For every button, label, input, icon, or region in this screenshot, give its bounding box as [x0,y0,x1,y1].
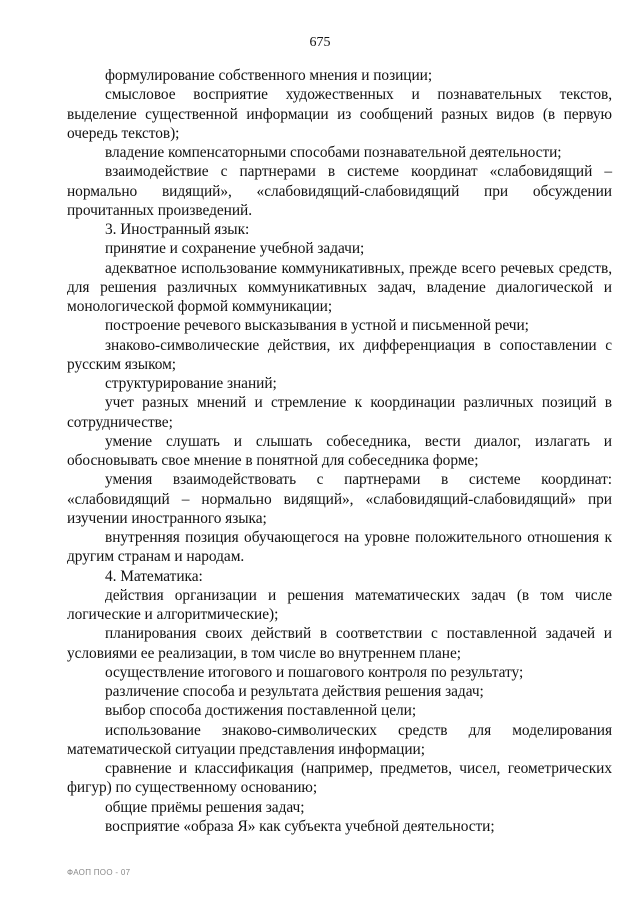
paragraph: сравнение и классификация (например, предметов, чисел, геометрических фигур) по существенному основанию; [67,760,612,797]
paragraph: формулирование собственного мнения и позиции; [105,67,433,84]
paragraph: внутренняя позиция обучающегося на уровне положительного отношения к другим странам и народам. [67,529,612,566]
paragraph: общие приёмы решения задач; [105,798,305,816]
paragraph: различение способа и результата действия решения задач; [105,683,484,700]
paragraph: смысловое восприятие художественных и познавательных текстов, выделение существенной информации из сообщений разных видов (в первую очередь текстов); [67,86,612,142]
footer-code: ФАОП ПОО - 07 [67,868,131,877]
paragraph: знаково-символические действия, их дифференциация в сопоставлении с русским языком; [67,336,612,373]
paragraph: учет разных мнений и стремление к координации различных позиций в сотрудничестве; [67,394,612,431]
section-heading: 3. Иностранный язык: [105,221,250,238]
page-number: 675 [309,35,331,50]
paragraph: построение речевого высказывания в устной и письменной речи; [105,317,529,335]
section-heading: 4. Математика: [105,567,203,585]
paragraph: адекватное использование коммуникативных, прежде всего речевых средств, для решения различных коммуникативных задач, владение диалогической и монологической формой коммуникации; [67,259,612,315]
paragraph: планирования своих действий в соответствии с поставленной задачей и условиями ее реализации, в том числе во внутреннем плане; [67,625,612,662]
paragraph: владение компенсаторными способами познавательной деятельности; [105,144,562,161]
paragraph: осуществление итогового и пошагового контроля по результату; [105,663,524,681]
paragraph: выбор способа достижения поставленной цели; [105,702,417,720]
paragraph: умение слушать и слышать собеседника, вести диалог, излагать и обосновывать свое мнение в понятной для собеседника форме; [67,432,612,469]
paragraph: умения взаимодействовать с партнерами в системе координат: «слабовидящий – нормально видящий», «слабовидящий-слабовидящий» при изучении иностранного языка; [67,471,612,527]
paragraph: использование знаково-символических средств для моделирования математической ситуации представления информации; [67,721,612,758]
paragraph: взаимодействие с партнерами в системе координат «слабовидящий – нормально видящий», «слабовидящий-слабовидящий при обсуждении прочитанных произведений. [67,163,612,219]
paragraph: восприятие «образа Я» как субъекта учебной деятельности; [105,817,495,835]
body-text [67,66,612,836]
paragraph: принятие и сохранение учебной задачи; [105,240,365,258]
paragraph: действия организации и решения математических задач (в том числе логические и алгоритмические); [67,586,612,623]
paragraph: структурирование знаний; [105,375,277,392]
